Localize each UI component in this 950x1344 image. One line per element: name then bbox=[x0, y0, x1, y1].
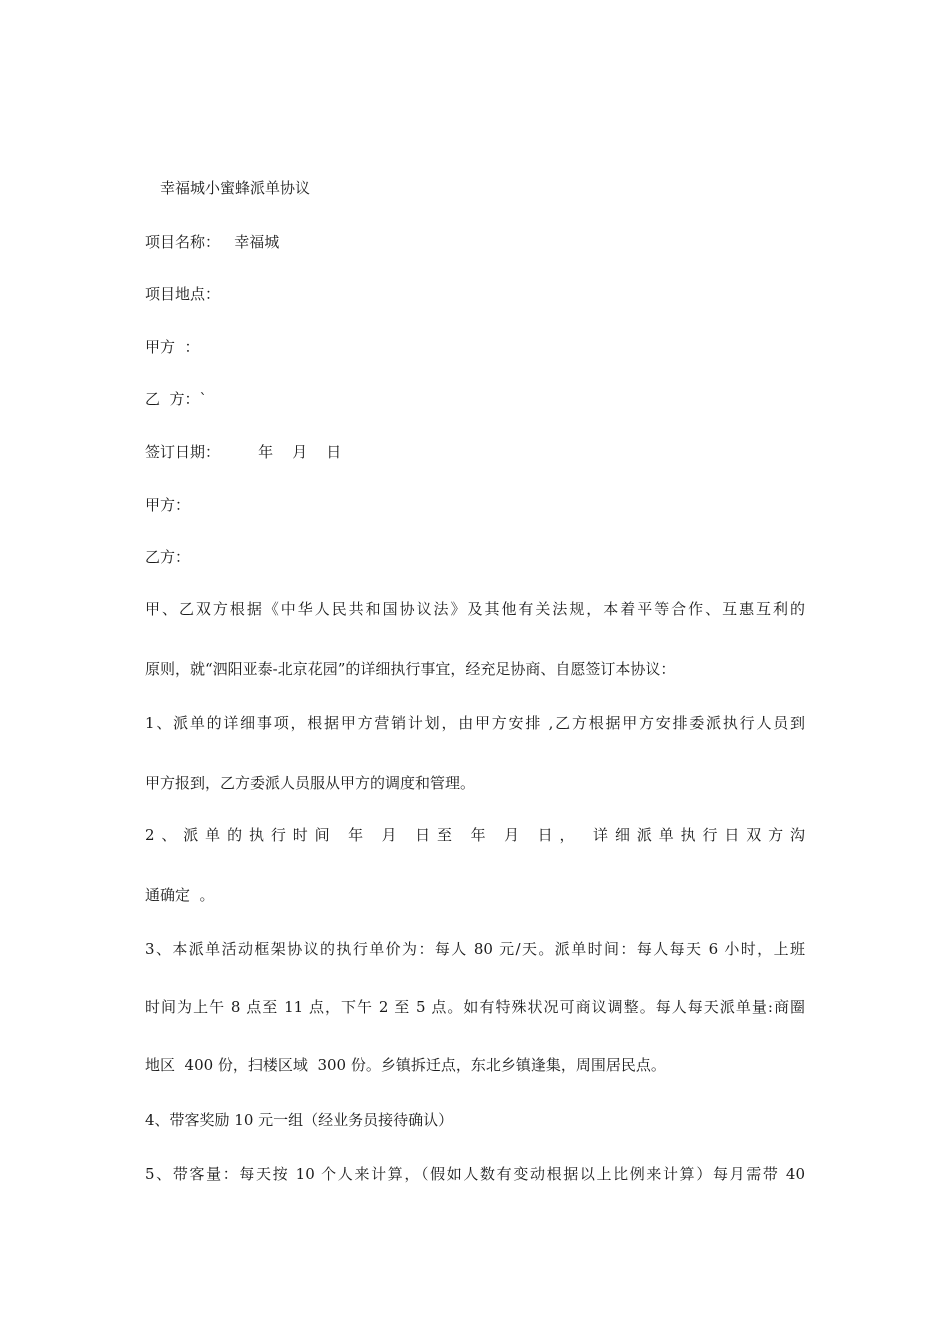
signing-date-line: 签订日期： 年 月 日 bbox=[145, 443, 342, 461]
clause-2-line-1: 2、派单的执行时间 年 月 日至 年 月 日， 详细派单执行日双方沟 bbox=[145, 826, 805, 844]
clause-1-line-1: 1、派单的详细事项，根据甲方营销计划，由甲方安排 ,乙方根据甲方安排委派执行人员到 bbox=[145, 714, 805, 732]
clause-3-line-1: 3、本派单活动框架协议的执行单价为：每人 80 元/天。派单时间：每人每天 6 小时，上班 bbox=[145, 940, 805, 958]
party-b-line: 乙 方：` bbox=[145, 390, 208, 408]
party-b-signature-line: 乙方： bbox=[145, 548, 191, 566]
preamble-line-1: 甲、乙双方根据《中华人民共和国协议法》及其他有关法规，本着平等合作、互惠互利的 bbox=[145, 600, 805, 618]
project-name-line: 项目名称： 幸福城 bbox=[145, 233, 280, 251]
clause-3-line-2: 时间为上午 8 点至 11 点，下午 2 至 5 点。如有特殊状况可商议调整。每人每天派单量:商圈 bbox=[145, 998, 805, 1016]
clause-4-line: 4、带客奖励 10 元一组（经业务员接待确认） bbox=[145, 1111, 454, 1129]
clause-5-line-1: 5、带客量：每天按 10 个人来计算，（假如人数有变动根据以上比例来计算）每月需带 40 bbox=[145, 1165, 805, 1183]
clause-1-line-2: 甲方报到，乙方委派人员服从甲方的调度和管理。 bbox=[145, 774, 476, 792]
party-a-signature-line: 甲方： bbox=[145, 496, 191, 514]
preamble-line-2: 原则，就“泗阳亚泰-北京花园”的详细执行事宜，经充足协商、自愿签订本协议： bbox=[145, 660, 676, 678]
clause-2-line-2: 通确定 。 bbox=[145, 886, 215, 904]
document-title: 幸福城小蜜蜂派单协议 bbox=[160, 179, 311, 197]
project-location-line: 项目地点： bbox=[145, 285, 221, 303]
clause-3-line-3: 地区 400 份，扫楼区域 300 份。乡镇拆迁点，东北乡镇逢集，周围居民点。 bbox=[145, 1056, 666, 1074]
party-a-line: 甲方 ： bbox=[145, 338, 200, 356]
